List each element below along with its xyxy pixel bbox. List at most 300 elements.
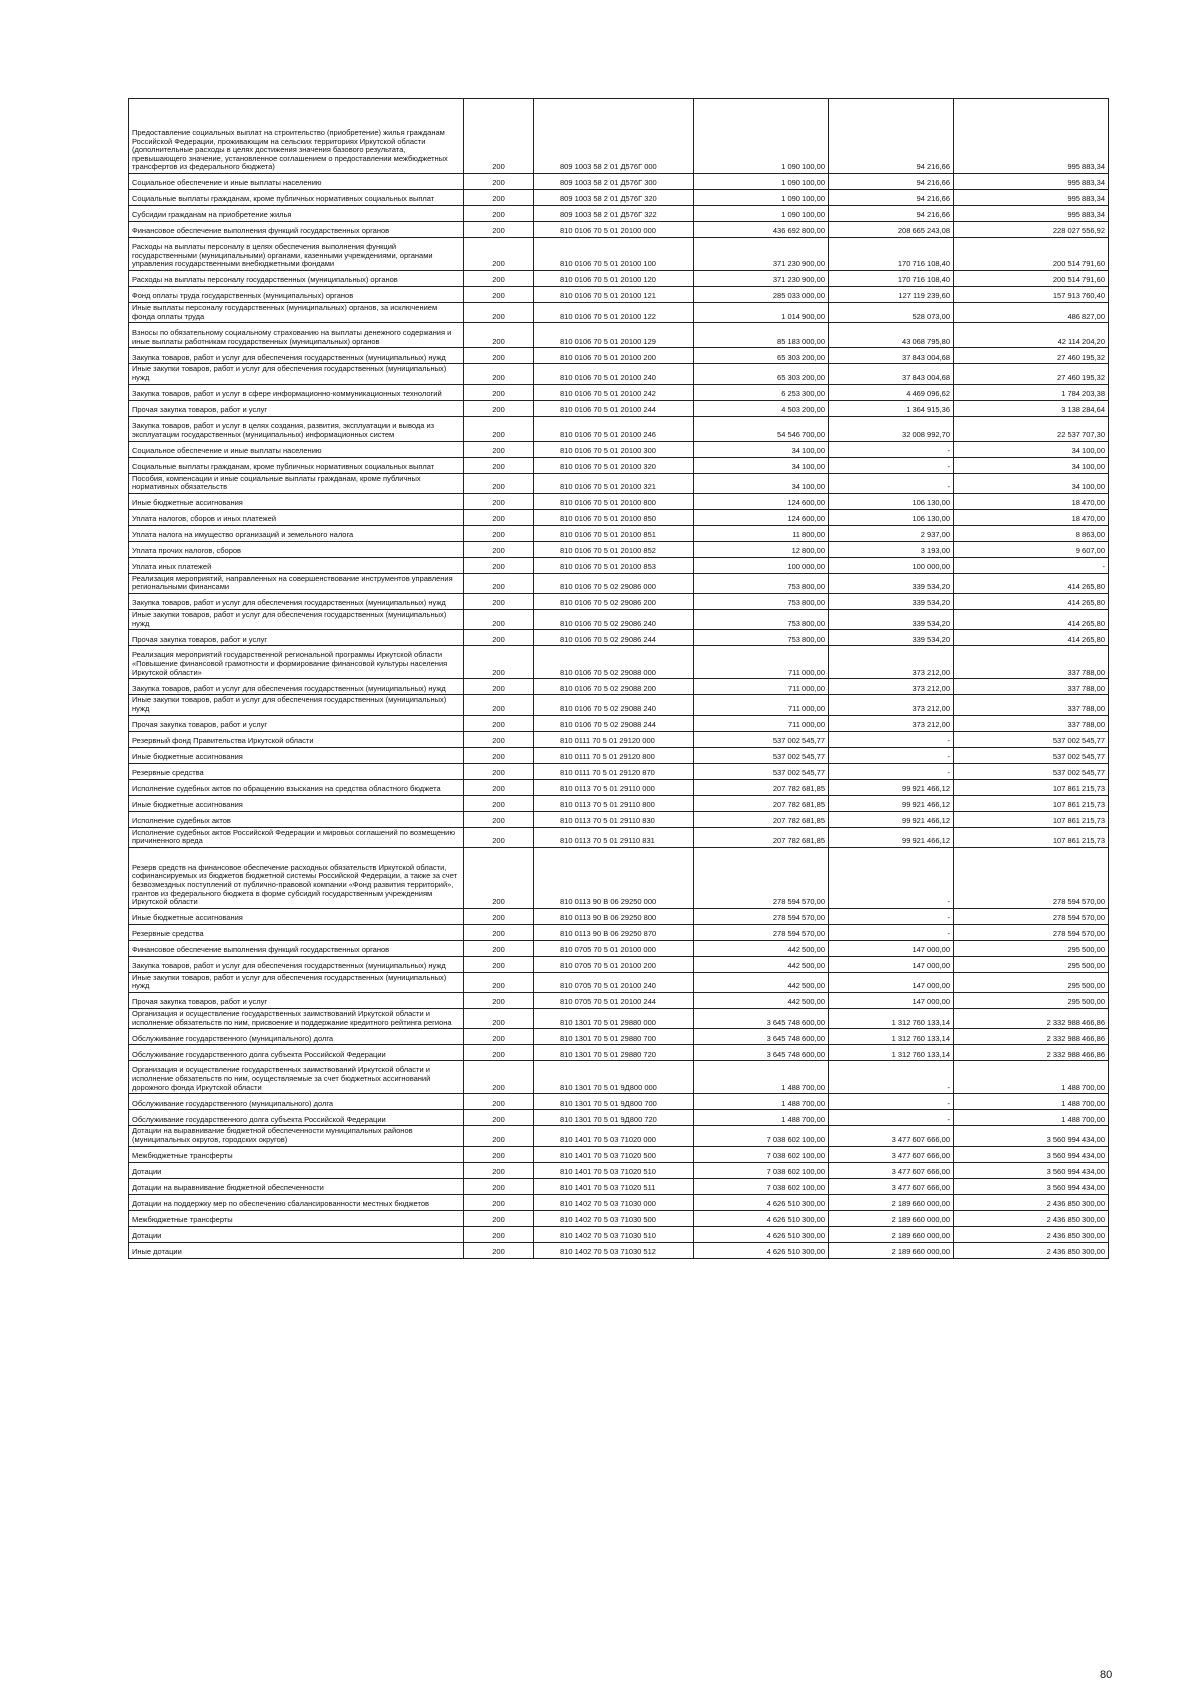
- row-approved-cell: 537 002 545,77: [694, 731, 829, 747]
- row-executed-cell: 4 469 096,62: [829, 384, 954, 400]
- row-approved-cell: 371 230 900,00: [694, 271, 829, 287]
- row-line-code-cell: 200: [464, 1126, 534, 1146]
- row-line-code-cell: 200: [464, 99, 534, 174]
- row-budget-code-cell: 810 0106 70 5 01 20100 850: [534, 509, 694, 525]
- row-line-code-cell: 200: [464, 1178, 534, 1194]
- row-budget-code-cell: 810 0106 70 5 01 20100 000: [534, 222, 694, 238]
- row-approved-cell: 207 782 681,85: [694, 827, 829, 847]
- row-unexecuted-cell: 8 863,00: [954, 525, 1109, 541]
- table-row: [129, 763, 1109, 779]
- row-line-code-cell: 200: [464, 441, 534, 457]
- row-budget-code-cell: 810 0106 70 5 01 20100 242: [534, 384, 694, 400]
- table-row: [129, 1242, 1109, 1258]
- row-approved-cell: 753 800,00: [694, 630, 829, 646]
- row-line-code-cell: 200: [464, 1045, 534, 1061]
- row-line-code-cell: 200: [464, 747, 534, 763]
- table-row: [129, 271, 1109, 287]
- row-unexecuted-cell: 2 332 988 466,86: [954, 1029, 1109, 1045]
- row-unexecuted-cell: 414 265,80: [954, 573, 1109, 593]
- row-name-cell: Организация и осуществление государственных заимствований Иркутской области и исполнение обязательств по ним, осуществляемые за счет бюджетных ассигнований дорожного фонда Иркутской области: [129, 1061, 464, 1094]
- row-line-code-cell: 200: [464, 416, 534, 441]
- table-row: [129, 238, 1109, 271]
- row-name-cell: Социальные выплаты гражданам, кроме публичных нормативных социальных выплат: [129, 190, 464, 206]
- row-unexecuted-cell: 34 100,00: [954, 457, 1109, 473]
- row-unexecuted-cell: 995 883,34: [954, 174, 1109, 190]
- row-budget-code-cell: 810 0106 70 5 01 20100 852: [534, 541, 694, 557]
- row-name-cell: Межбюджетные трансферты: [129, 1210, 464, 1226]
- row-approved-cell: 65 303 200,00: [694, 348, 829, 364]
- row-approved-cell: 371 230 900,00: [694, 238, 829, 271]
- row-approved-cell: 207 782 681,85: [694, 811, 829, 827]
- table-row: [129, 679, 1109, 695]
- row-budget-code-cell: 810 0106 70 5 01 20100 100: [534, 238, 694, 271]
- row-executed-cell: -: [829, 1061, 954, 1094]
- row-executed-cell: 100 000,00: [829, 557, 954, 573]
- table-row: [129, 1094, 1109, 1110]
- row-budget-code-cell: 810 0113 70 5 01 29110 830: [534, 811, 694, 827]
- row-budget-code-cell: 810 1401 70 5 03 71020 000: [534, 1126, 694, 1146]
- row-line-code-cell: 200: [464, 827, 534, 847]
- row-line-code-cell: 200: [464, 779, 534, 795]
- row-unexecuted-cell: 22 537 707,30: [954, 416, 1109, 441]
- row-name-cell: Иные бюджетные ассигнования: [129, 747, 464, 763]
- row-name-cell: Иные бюджетные ассигнования: [129, 908, 464, 924]
- row-unexecuted-cell: 414 265,80: [954, 630, 1109, 646]
- table-row: [129, 993, 1109, 1009]
- row-name-cell: Исполнение судебных актов Российской Федерации и мировых соглашений по возмещению причиненного вреда: [129, 827, 464, 847]
- row-approved-cell: 285 033 000,00: [694, 287, 829, 303]
- row-budget-code-cell: 810 0111 70 5 01 29120 870: [534, 763, 694, 779]
- budget-table-body: [129, 99, 1109, 1259]
- row-line-code-cell: 200: [464, 763, 534, 779]
- row-name-cell: Закупка товаров, работ и услуг в сфере информационно-коммуникационных технологий: [129, 384, 464, 400]
- row-name-cell: Прочая закупка товаров, работ и услуг: [129, 993, 464, 1009]
- row-name-cell: Исполнение судебных актов по обращению взыскания на средства областного бюджета: [129, 779, 464, 795]
- row-name-cell: Закупка товаров, работ и услуг для обеспечения государственных (муниципальных) нужд: [129, 594, 464, 610]
- row-budget-code-cell: 810 0113 90 В 06 29250 870: [534, 924, 694, 940]
- row-executed-cell: 37 843 004,68: [829, 364, 954, 384]
- row-name-cell: Резервные средства: [129, 924, 464, 940]
- row-line-code-cell: 200: [464, 348, 534, 364]
- row-name-cell: Дотации: [129, 1162, 464, 1178]
- row-unexecuted-cell: 995 883,34: [954, 206, 1109, 222]
- row-budget-code-cell: 810 1402 70 5 03 71030 512: [534, 1242, 694, 1258]
- row-budget-code-cell: 810 1402 70 5 03 71030 000: [534, 1194, 694, 1210]
- table-row: [129, 940, 1109, 956]
- table-row: [129, 847, 1109, 908]
- row-unexecuted-cell: 337 788,00: [954, 715, 1109, 731]
- table-row: [129, 972, 1109, 992]
- row-approved-cell: 1 488 700,00: [694, 1061, 829, 1094]
- row-budget-code-cell: 810 1301 70 5 01 9Д800 000: [534, 1061, 694, 1094]
- row-line-code-cell: 200: [464, 1029, 534, 1045]
- row-unexecuted-cell: 278 594 570,00: [954, 847, 1109, 908]
- row-name-cell: Закупка товаров, работ и услуг в целях создания, развития, эксплуатации и вывода из эксплуатации государственных (муниципальных) информационных систем: [129, 416, 464, 441]
- row-executed-cell: -: [829, 1094, 954, 1110]
- row-executed-cell: -: [829, 763, 954, 779]
- row-approved-cell: 537 002 545,77: [694, 763, 829, 779]
- table-row: [129, 348, 1109, 364]
- row-line-code-cell: 200: [464, 1226, 534, 1242]
- row-executed-cell: 528 073,00: [829, 303, 954, 323]
- row-executed-cell: 339 534,20: [829, 573, 954, 593]
- row-budget-code-cell: 810 0106 70 5 01 20100 851: [534, 525, 694, 541]
- row-budget-code-cell: 810 0106 70 5 01 20100 240: [534, 364, 694, 384]
- row-line-code-cell: 200: [464, 303, 534, 323]
- table-row: [129, 630, 1109, 646]
- row-executed-cell: 43 068 795,80: [829, 323, 954, 348]
- table-row: [129, 1226, 1109, 1242]
- row-unexecuted-cell: 107 861 215,73: [954, 827, 1109, 847]
- row-approved-cell: 4 626 510 300,00: [694, 1226, 829, 1242]
- table-row: [129, 174, 1109, 190]
- row-line-code-cell: 200: [464, 993, 534, 1009]
- row-name-cell: Прочая закупка товаров, работ и услуг: [129, 715, 464, 731]
- table-row: [129, 779, 1109, 795]
- row-approved-cell: 711 000,00: [694, 646, 829, 679]
- table-row: [129, 557, 1109, 573]
- row-budget-code-cell: 810 0106 70 5 02 29086 000: [534, 573, 694, 593]
- table-row: [129, 441, 1109, 457]
- row-name-cell: Дотации на выравнивание бюджетной обеспеченности: [129, 1178, 464, 1194]
- row-executed-cell: 3 477 607 666,00: [829, 1162, 954, 1178]
- budget-table: [128, 98, 1109, 1259]
- row-name-cell: Иные дотации: [129, 1242, 464, 1258]
- row-name-cell: Закупка товаров, работ и услуг для обеспечения государственных (муниципальных) нужд: [129, 679, 464, 695]
- row-name-cell: Закупка товаров, работ и услуг для обеспечения государственных (муниципальных) нужд: [129, 956, 464, 972]
- table-row: [129, 384, 1109, 400]
- row-budget-code-cell: 810 0113 70 5 01 29110 800: [534, 795, 694, 811]
- row-name-cell: Иные закупки товаров, работ и услуг для обеспечения государственных (муниципальных) нужд: [129, 695, 464, 715]
- row-approved-cell: 1 014 900,00: [694, 303, 829, 323]
- row-executed-cell: 99 921 466,12: [829, 827, 954, 847]
- row-budget-code-cell: 810 1301 70 5 01 9Д800 720: [534, 1110, 694, 1126]
- row-approved-cell: 34 100,00: [694, 441, 829, 457]
- table-row: [129, 99, 1109, 174]
- row-unexecuted-cell: 9 607,00: [954, 541, 1109, 557]
- row-unexecuted-cell: 414 265,80: [954, 610, 1109, 630]
- table-row: [129, 1126, 1109, 1146]
- row-name-cell: Предоставление социальных выплат на строительство (приобретение) жилья гражданам Российской Федерации, проживающим на сельских территориях Иркутской области (дополнительные расходы в целях достижения значения базового результата, превышающего значение, установленное соглашением о предоставлении межбюджетных трансфертов из федерального бюджета): [129, 99, 464, 174]
- row-budget-code-cell: 810 0113 90 В 06 29250 800: [534, 908, 694, 924]
- row-budget-code-cell: 809 1003 58 2 01 Д576Г 320: [534, 190, 694, 206]
- row-name-cell: Обслуживание государственного (муниципального) долга: [129, 1029, 464, 1045]
- row-approved-cell: 207 782 681,85: [694, 795, 829, 811]
- row-approved-cell: 442 500,00: [694, 972, 829, 992]
- table-row: [129, 731, 1109, 747]
- row-executed-cell: 1 364 915,36: [829, 400, 954, 416]
- row-budget-code-cell: 810 0106 70 5 01 20100 244: [534, 400, 694, 416]
- row-line-code-cell: 200: [464, 493, 534, 509]
- row-name-cell: Дотации: [129, 1226, 464, 1242]
- row-name-cell: Реализация мероприятий государственной региональной программы Иркутской области «Повышение финансовой грамотности и формирование финансовой культуры населения Иркутской области»: [129, 646, 464, 679]
- row-executed-cell: 147 000,00: [829, 972, 954, 992]
- row-budget-code-cell: 809 1003 58 2 01 Д576Г 322: [534, 206, 694, 222]
- row-unexecuted-cell: 3 560 994 434,00: [954, 1178, 1109, 1194]
- table-row: [129, 908, 1109, 924]
- row-executed-cell: 339 534,20: [829, 594, 954, 610]
- row-approved-cell: 6 253 300,00: [694, 384, 829, 400]
- row-line-code-cell: 200: [464, 1094, 534, 1110]
- row-unexecuted-cell: 995 883,34: [954, 99, 1109, 174]
- table-row: [129, 525, 1109, 541]
- row-name-cell: Финансовое обеспечение выполнения функций государственных органов: [129, 222, 464, 238]
- row-budget-code-cell: 810 0113 70 5 01 29110 000: [534, 779, 694, 795]
- row-budget-code-cell: 810 0106 70 5 01 20100 122: [534, 303, 694, 323]
- row-name-cell: Обслуживание государственного долга субъекта Российской Федерации: [129, 1045, 464, 1061]
- row-approved-cell: 7 038 602 100,00: [694, 1126, 829, 1146]
- row-line-code-cell: 200: [464, 287, 534, 303]
- row-approved-cell: 100 000,00: [694, 557, 829, 573]
- row-budget-code-cell: 810 1301 70 5 01 29880 700: [534, 1029, 694, 1045]
- row-approved-cell: 711 000,00: [694, 679, 829, 695]
- table-row: [129, 222, 1109, 238]
- row-unexecuted-cell: 2 436 850 300,00: [954, 1226, 1109, 1242]
- row-approved-cell: 85 183 000,00: [694, 323, 829, 348]
- row-name-cell: Закупка товаров, работ и услуг для обеспечения государственных (муниципальных) нужд: [129, 348, 464, 364]
- row-budget-code-cell: 810 0106 70 5 01 20100 120: [534, 271, 694, 287]
- row-unexecuted-cell: 34 100,00: [954, 473, 1109, 493]
- table-row: [129, 1009, 1109, 1029]
- row-line-code-cell: 200: [464, 731, 534, 747]
- row-line-code-cell: 200: [464, 271, 534, 287]
- row-line-code-cell: 200: [464, 1242, 534, 1258]
- row-budget-code-cell: 810 0705 70 5 01 20100 200: [534, 956, 694, 972]
- row-name-cell: Расходы на выплаты персоналу государственных (муниципальных) органов: [129, 271, 464, 287]
- table-row: [129, 206, 1109, 222]
- row-approved-cell: 3 645 748 600,00: [694, 1029, 829, 1045]
- row-unexecuted-cell: 3 560 994 434,00: [954, 1146, 1109, 1162]
- row-line-code-cell: 200: [464, 384, 534, 400]
- row-name-cell: Межбюджетные трансферты: [129, 1146, 464, 1162]
- table-row: [129, 795, 1109, 811]
- table-row: [129, 509, 1109, 525]
- row-line-code-cell: 200: [464, 795, 534, 811]
- row-unexecuted-cell: 3 560 994 434,00: [954, 1126, 1109, 1146]
- row-name-cell: Фонд оплаты труда государственных (муниципальных) органов: [129, 287, 464, 303]
- row-line-code-cell: 200: [464, 594, 534, 610]
- row-budget-code-cell: 810 0106 70 5 02 29088 240: [534, 695, 694, 715]
- row-unexecuted-cell: 295 500,00: [954, 956, 1109, 972]
- row-approved-cell: 1 488 700,00: [694, 1110, 829, 1126]
- row-approved-cell: 442 500,00: [694, 993, 829, 1009]
- row-budget-code-cell: 810 0106 70 5 01 20100 853: [534, 557, 694, 573]
- row-budget-code-cell: 810 1401 70 5 03 71020 511: [534, 1178, 694, 1194]
- row-name-cell: Иные бюджетные ассигнования: [129, 493, 464, 509]
- row-unexecuted-cell: 537 002 545,77: [954, 731, 1109, 747]
- row-unexecuted-cell: 295 500,00: [954, 940, 1109, 956]
- row-budget-code-cell: 810 1301 70 5 01 29880 720: [534, 1045, 694, 1061]
- row-executed-cell: 339 534,20: [829, 630, 954, 646]
- table-row: [129, 1110, 1109, 1126]
- row-budget-code-cell: 809 1003 58 2 01 Д576Г 000: [534, 99, 694, 174]
- row-name-cell: Резервный фонд Правительства Иркутской области: [129, 731, 464, 747]
- row-executed-cell: -: [829, 441, 954, 457]
- row-line-code-cell: 200: [464, 715, 534, 731]
- row-line-code-cell: 200: [464, 190, 534, 206]
- row-budget-code-cell: 810 0106 70 5 02 29088 000: [534, 646, 694, 679]
- row-name-cell: Обслуживание государственного долга субъекта Российской Федерации: [129, 1110, 464, 1126]
- row-line-code-cell: 200: [464, 924, 534, 940]
- row-approved-cell: 1 090 100,00: [694, 99, 829, 174]
- row-budget-code-cell: 810 0106 70 5 02 29086 244: [534, 630, 694, 646]
- row-name-cell: Уплата налогов, сборов и иных платежей: [129, 509, 464, 525]
- row-budget-code-cell: 810 1301 70 5 01 29880 000: [534, 1009, 694, 1029]
- row-unexecuted-cell: 414 265,80: [954, 594, 1109, 610]
- row-approved-cell: 537 002 545,77: [694, 747, 829, 763]
- row-approved-cell: 11 800,00: [694, 525, 829, 541]
- table-row: [129, 323, 1109, 348]
- row-unexecuted-cell: 295 500,00: [954, 972, 1109, 992]
- row-name-cell: Дотации на поддержку мер по обеспечению сбалансированности местных бюджетов: [129, 1194, 464, 1210]
- row-executed-cell: 170 716 108,40: [829, 271, 954, 287]
- row-approved-cell: 34 100,00: [694, 473, 829, 493]
- row-budget-code-cell: 810 0106 70 5 01 20100 121: [534, 287, 694, 303]
- row-line-code-cell: 200: [464, 956, 534, 972]
- row-name-cell: Социальные выплаты гражданам, кроме публичных нормативных социальных выплат: [129, 457, 464, 473]
- row-line-code-cell: 200: [464, 541, 534, 557]
- table-row: [129, 1045, 1109, 1061]
- row-approved-cell: 12 800,00: [694, 541, 829, 557]
- table-row: [129, 1029, 1109, 1045]
- row-executed-cell: 147 000,00: [829, 940, 954, 956]
- table-row: [129, 610, 1109, 630]
- row-approved-cell: 65 303 200,00: [694, 364, 829, 384]
- row-approved-cell: 124 600,00: [694, 493, 829, 509]
- row-line-code-cell: 200: [464, 1210, 534, 1226]
- row-approved-cell: 278 594 570,00: [694, 924, 829, 940]
- row-name-cell: Реализация мероприятий, направленных на совершенствование инструментов управления региональными финансами: [129, 573, 464, 593]
- row-line-code-cell: 200: [464, 940, 534, 956]
- row-budget-code-cell: 810 0106 70 5 01 20100 300: [534, 441, 694, 457]
- row-executed-cell: 147 000,00: [829, 993, 954, 1009]
- row-line-code-cell: 200: [464, 1146, 534, 1162]
- row-approved-cell: 54 546 700,00: [694, 416, 829, 441]
- row-executed-cell: 1 312 760 133,14: [829, 1009, 954, 1029]
- row-name-cell: Иные закупки товаров, работ и услуг для обеспечения государственных (муниципальных) нужд: [129, 364, 464, 384]
- row-line-code-cell: 200: [464, 457, 534, 473]
- row-unexecuted-cell: 2 332 988 466,86: [954, 1009, 1109, 1029]
- row-name-cell: Финансовое обеспечение выполнения функций государственных органов: [129, 940, 464, 956]
- row-approved-cell: 442 500,00: [694, 940, 829, 956]
- row-line-code-cell: 200: [464, 238, 534, 271]
- row-budget-code-cell: 809 1003 58 2 01 Д576Г 300: [534, 174, 694, 190]
- row-unexecuted-cell: 537 002 545,77: [954, 763, 1109, 779]
- row-line-code-cell: 200: [464, 323, 534, 348]
- row-executed-cell: 339 534,20: [829, 610, 954, 630]
- table-row: [129, 924, 1109, 940]
- row-name-cell: Социальное обеспечение и иные выплаты населению: [129, 441, 464, 457]
- row-name-cell: Расходы на выплаты персоналу в целях обеспечения выполнения функций государственными (муниципальными) органами, казенными учреждениями, органами управления государственными внебюджетными фондами: [129, 238, 464, 271]
- row-budget-code-cell: 810 1301 70 5 01 9Д800 700: [534, 1094, 694, 1110]
- table-row: [129, 400, 1109, 416]
- table-row: [129, 364, 1109, 384]
- table-row: [129, 1061, 1109, 1094]
- row-approved-cell: 1 488 700,00: [694, 1094, 829, 1110]
- row-name-cell: Иные выплаты персоналу государственных (муниципальных) органов, за исключением фонда оплаты труда: [129, 303, 464, 323]
- row-unexecuted-cell: 157 913 760,40: [954, 287, 1109, 303]
- row-executed-cell: 2 189 660 000,00: [829, 1210, 954, 1226]
- row-unexecuted-cell: -: [954, 557, 1109, 573]
- table-row: [129, 646, 1109, 679]
- row-name-cell: Уплата прочих налогов, сборов: [129, 541, 464, 557]
- row-approved-cell: 436 692 800,00: [694, 222, 829, 238]
- row-budget-code-cell: 810 0106 70 5 01 20100 200: [534, 348, 694, 364]
- table-row: [129, 416, 1109, 441]
- row-executed-cell: 32 008 992,70: [829, 416, 954, 441]
- row-unexecuted-cell: 337 788,00: [954, 679, 1109, 695]
- row-executed-cell: 373 212,00: [829, 695, 954, 715]
- row-unexecuted-cell: 107 861 215,73: [954, 811, 1109, 827]
- row-unexecuted-cell: 200 514 791,60: [954, 271, 1109, 287]
- row-approved-cell: 3 645 748 600,00: [694, 1009, 829, 1029]
- row-budget-code-cell: 810 1401 70 5 03 71020 510: [534, 1162, 694, 1178]
- row-approved-cell: 753 800,00: [694, 573, 829, 593]
- row-unexecuted-cell: 3 138 284,64: [954, 400, 1109, 416]
- row-executed-cell: 127 119 239,60: [829, 287, 954, 303]
- row-executed-cell: 106 130,00: [829, 493, 954, 509]
- row-name-cell: Резервные средства: [129, 763, 464, 779]
- row-unexecuted-cell: 537 002 545,77: [954, 747, 1109, 763]
- row-executed-cell: 2 189 660 000,00: [829, 1194, 954, 1210]
- row-executed-cell: -: [829, 473, 954, 493]
- row-executed-cell: 2 189 660 000,00: [829, 1242, 954, 1258]
- table-row: [129, 715, 1109, 731]
- row-line-code-cell: 200: [464, 1061, 534, 1094]
- row-unexecuted-cell: 486 827,00: [954, 303, 1109, 323]
- row-name-cell: Исполнение судебных актов: [129, 811, 464, 827]
- row-executed-cell: 3 477 607 666,00: [829, 1178, 954, 1194]
- table-row: [129, 1194, 1109, 1210]
- table-row: [129, 594, 1109, 610]
- row-line-code-cell: 200: [464, 525, 534, 541]
- row-line-code-cell: 200: [464, 174, 534, 190]
- row-approved-cell: 1 090 100,00: [694, 174, 829, 190]
- row-approved-cell: 124 600,00: [694, 509, 829, 525]
- row-budget-code-cell: 810 0705 70 5 01 20100 000: [534, 940, 694, 956]
- row-line-code-cell: 200: [464, 811, 534, 827]
- row-unexecuted-cell: 107 861 215,73: [954, 779, 1109, 795]
- row-executed-cell: 37 843 004,68: [829, 348, 954, 364]
- row-approved-cell: 442 500,00: [694, 956, 829, 972]
- row-unexecuted-cell: 27 460 195,32: [954, 364, 1109, 384]
- table-row: [129, 457, 1109, 473]
- row-line-code-cell: 200: [464, 473, 534, 493]
- row-executed-cell: 147 000,00: [829, 956, 954, 972]
- row-executed-cell: 99 921 466,12: [829, 795, 954, 811]
- row-unexecuted-cell: 995 883,34: [954, 190, 1109, 206]
- row-line-code-cell: 200: [464, 695, 534, 715]
- row-line-code-cell: 200: [464, 908, 534, 924]
- row-budget-code-cell: 810 0705 70 5 01 20100 240: [534, 972, 694, 992]
- row-approved-cell: 7 038 602 100,00: [694, 1146, 829, 1162]
- row-budget-code-cell: 810 0106 70 5 02 29088 244: [534, 715, 694, 731]
- row-budget-code-cell: 810 0106 70 5 01 20100 246: [534, 416, 694, 441]
- row-executed-cell: 3 477 607 666,00: [829, 1126, 954, 1146]
- row-unexecuted-cell: 228 027 556,92: [954, 222, 1109, 238]
- row-unexecuted-cell: 2 436 850 300,00: [954, 1210, 1109, 1226]
- row-budget-code-cell: 810 1401 70 5 03 71020 500: [534, 1146, 694, 1162]
- row-budget-code-cell: 810 0106 70 5 01 20100 129: [534, 323, 694, 348]
- row-name-cell: Организация и осуществление государственных заимствований Иркутской области и исполнение обязательств по ним, присвоение и поддержание кредитного рейтинга региона: [129, 1009, 464, 1029]
- row-executed-cell: -: [829, 747, 954, 763]
- row-budget-code-cell: 810 0111 70 5 01 29120 800: [534, 747, 694, 763]
- row-budget-code-cell: 810 0705 70 5 01 20100 244: [534, 993, 694, 1009]
- row-unexecuted-cell: 337 788,00: [954, 646, 1109, 679]
- row-executed-cell: 106 130,00: [829, 509, 954, 525]
- table-row: [129, 1178, 1109, 1194]
- row-budget-code-cell: 810 0106 70 5 02 29088 200: [534, 679, 694, 695]
